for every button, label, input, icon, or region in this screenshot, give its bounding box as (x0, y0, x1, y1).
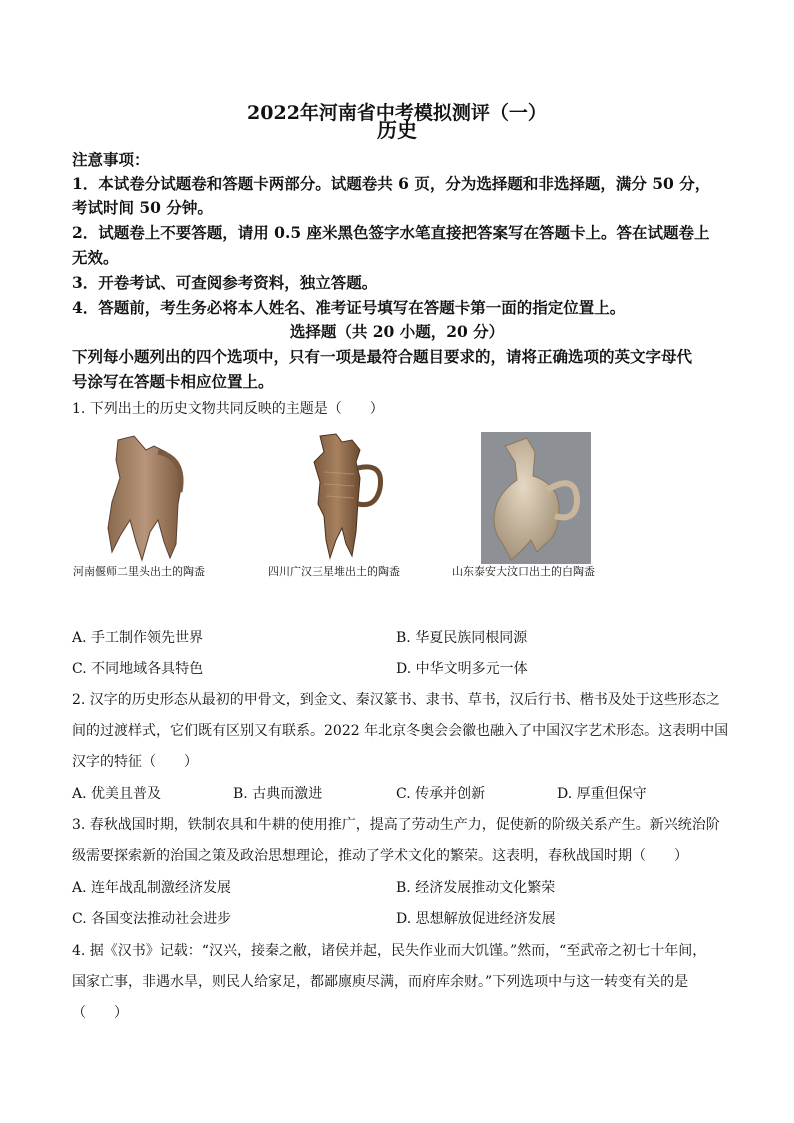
q2-stem-line: 间的过渡样式，它们既有区别又有联系。2022 年北京冬奥会会徽也融入了中国汉字艺术形态。这表明中国 (72, 723, 729, 739)
notice-line: 无效。 (72, 248, 119, 267)
q1-stem: 1. 下列出土的历史文物共同反映的主题是（ ） (72, 401, 384, 417)
q2-option-a: A. 优美且普及 (72, 786, 162, 802)
q1-option-c: C. 不同地域各具特色 (72, 661, 204, 677)
artifact-pottery-he-erlitou (96, 432, 192, 564)
subject-title: 历史 (377, 118, 417, 142)
q2-stem-line: 汉字的特征（ ） (72, 754, 198, 770)
q4-stem-line: 国家亡事，非遇水旱，则民人给家足，都鄙廪庾尽满，而府库余财。”下列选项中与这一转变有关的是 (72, 974, 689, 990)
q2-option-d: D. 厚重但保守 (557, 786, 647, 802)
artifact-pottery-he-sanxingdui (306, 432, 394, 564)
exam-title: 2022年河南省中考模拟测评（一） (247, 102, 547, 124)
notice-line: 1．本试卷分试题卷和答题卡两部分。试题卷共 6 页，分为选择题和非选择题，满分 50 分， (72, 174, 711, 193)
q2-stem-line: 2. 汉字的历史形态从最初的甲骨文，到金文、秦汉篆书、隶书、草书，汉后行书、楷书及处于这些形态之 (72, 692, 720, 708)
q4-stem-line: （ ） (72, 1005, 128, 1021)
section-instruction: 下列每小题列出的四个选项中，只有一项是最符合题目要求的，请将正确选项的英文字母代 (72, 347, 693, 366)
q3-stem-line: 3. 春秋战国时期，铁制农具和牛耕的使用推广，提高了劳动生产力，促使新的阶级关系产生。新兴统治阶 (72, 817, 720, 833)
q1-option-a: A. 手工制作领先世界 (72, 630, 204, 646)
q1-option-d: D. 中华文明多元一体 (396, 661, 528, 677)
section-title: 选择题（共 20 小题，20 分） (289, 322, 505, 341)
q3-option-b: B. 经济发展推动文化繁荣 (396, 880, 556, 896)
artifact-caption: 山东泰安大汶口出土的白陶盉 (452, 565, 595, 578)
q3-option-d: D. 思想解放促进经济发展 (396, 911, 556, 927)
q2-option-c: C. 传承并创新 (396, 786, 486, 802)
notice-line: 4．答题前，考生务必将本人姓名、准考证号填写在答题卡第一面的指定位置上。 (72, 298, 626, 317)
q3-option-c: C. 各国变法推动社会进步 (72, 911, 232, 927)
q3-stem-line: 级需要探索新的治国之策及政治思想理论，推动了学术文化的繁荣。这表明，春秋战国时期（ ） (72, 848, 688, 864)
section-instruction: 号涂写在答题卡相应位置上。 (72, 372, 274, 391)
q2-option-b: B. 古典而激进 (233, 786, 323, 802)
artifact-caption: 四川广汉三星堆出土的陶盉 (268, 565, 400, 578)
notice-line: 考试时间 50 分钟。 (72, 198, 213, 217)
artifact-caption: 河南偃师二里头出土的陶盉 (73, 565, 205, 578)
notice-line: 3．开卷考试、可查阅参考资料，独立答题。 (72, 273, 378, 292)
q3-option-a: A. 连年战乱制激经济发展 (72, 880, 232, 896)
notice-line: 2．试题卷上不要答题，请用 0.5 座米黑色签字水笔直接把答案写在答题卡上。答在试题卷上 (72, 223, 710, 242)
q4-stem-line: 4. 据《汉书》记载：“汉兴，接秦之敝，诸侯并起，民失作业而大饥馑。”然而，“至武帝之初七十年间， (72, 943, 707, 959)
artifact-white-pottery-he-dawenkou (481, 432, 591, 564)
notice-heading: 注意事项： (72, 150, 150, 169)
q1-option-b: B. 华夏民族同根同源 (396, 630, 528, 646)
